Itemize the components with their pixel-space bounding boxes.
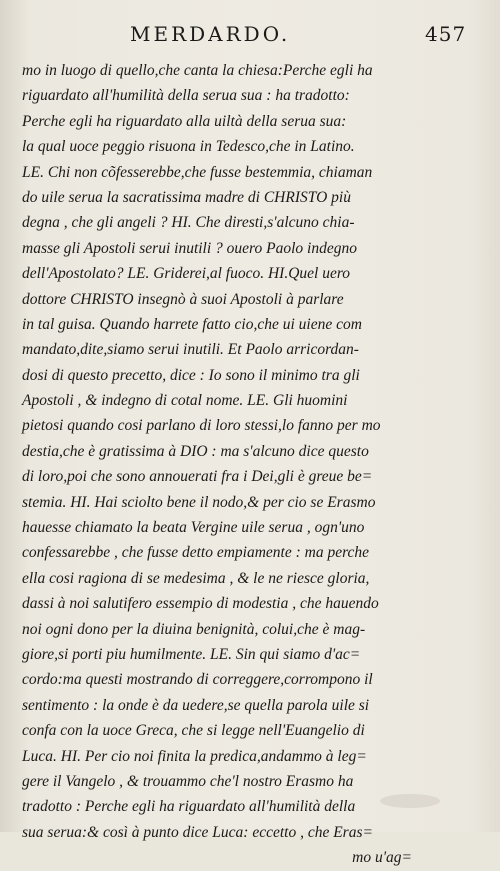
text-line: cordo:ma questi mostrando di correggere,corrompono il: [22, 671, 373, 689]
text-line: confessarebbe , che fusse detto empiamente : ma perche: [22, 544, 370, 562]
text-block: [22, 58, 412, 871]
text-line: Luca. HI. Per cio noi finita la predica,andammo à leg=: [22, 747, 367, 765]
text-line: ella cosi ragiona di se medesima , & le ne riesce gloria,: [22, 569, 370, 587]
text-line: destia,che è gratissima à DIO : ma s'alcuno dice questo: [22, 442, 369, 460]
text-line: dell'Apostolato? LE. Griderei,al fuoco. HI.Quel uero: [22, 265, 351, 283]
text-line: riguardato all'humilità della serua sua : ha tradotto:: [22, 87, 350, 105]
text-line: la qual uoce peggio risuona in Tedesco,che in Latino.: [22, 138, 355, 156]
page-number: 457: [425, 22, 467, 46]
text-line: gere il Vangelo , & trouammo che'l nostro Erasmo ha: [22, 772, 354, 790]
text-line: hauesse chiamato la beata Vergine uile serua , ogn'uno: [22, 519, 365, 537]
text-line: sentimento : la onde è da uedere,se quella parola uile si: [22, 696, 370, 714]
text-line: mandato,dite,siamo serui inutili. Et Paolo arricordan-: [22, 341, 359, 359]
text-line: LE. Chi non cõfesserebbe,che fusse bestemmia, chiaman: [22, 163, 373, 181]
text-line: dosi di questo precetto, dice : Io sono il minimo tra gli: [22, 366, 360, 384]
text-line: confa con la uoce Greca, che si legge nell'Euangelio di: [22, 722, 365, 740]
text-line: sua serua:& così à punto dice Luca: eccetto , che Eras=: [22, 823, 373, 841]
text-line: do uile serua la sacratissima madre di CHRISTO più: [22, 188, 351, 206]
text-line: masse gli Apostoli serui inutili ? ouero Paolo indegno: [22, 239, 357, 257]
text-line: pietosi quando cosi parlano di loro stessi,lo fanno per mo: [22, 417, 381, 435]
text-line: tradotto : Perche egli ha riguardato all'humilità della: [22, 798, 356, 816]
text-line: stemia. HI. Hai sciolto bene il nodo,& per cio se Erasmo: [22, 493, 376, 511]
text-line: giore,si porti piu humilmente. LE. Sin qui siamo d'ac=: [22, 645, 361, 663]
text-line: in tal guisa. Quando harrete fatto cio,che ui uiene com: [22, 315, 362, 333]
text-line: Perche egli ha riguardato alla uiltà della serua sua:: [22, 112, 347, 130]
text-line: dassi à noi salutifero essempio di modestia , che hauendo: [22, 595, 379, 613]
text-line: Apostoli , & indegno di cotal nome. LE. Gli huomini: [22, 392, 348, 410]
text-line: degna , che gli angeli ? HI. Che diresti,s'alcuno chia-: [22, 214, 355, 232]
text-line: di loro,poi che sono annouerati fra i Dei,gli è greue be=: [22, 468, 373, 486]
paper-stain: [380, 794, 440, 808]
running-head: MERDARDO.: [130, 22, 291, 46]
text-line: dottore CHRISTO insegnò à suoi Apostoli à parlare: [22, 290, 344, 308]
catchword-line: mo u'ag=: [352, 849, 412, 867]
text-line: mo in luogo di quello,che canta la chiesa:Perche egli ha: [22, 62, 373, 79]
text-line: noi ogni dono per la diuina benignità, colui,che è mag-: [22, 620, 366, 638]
